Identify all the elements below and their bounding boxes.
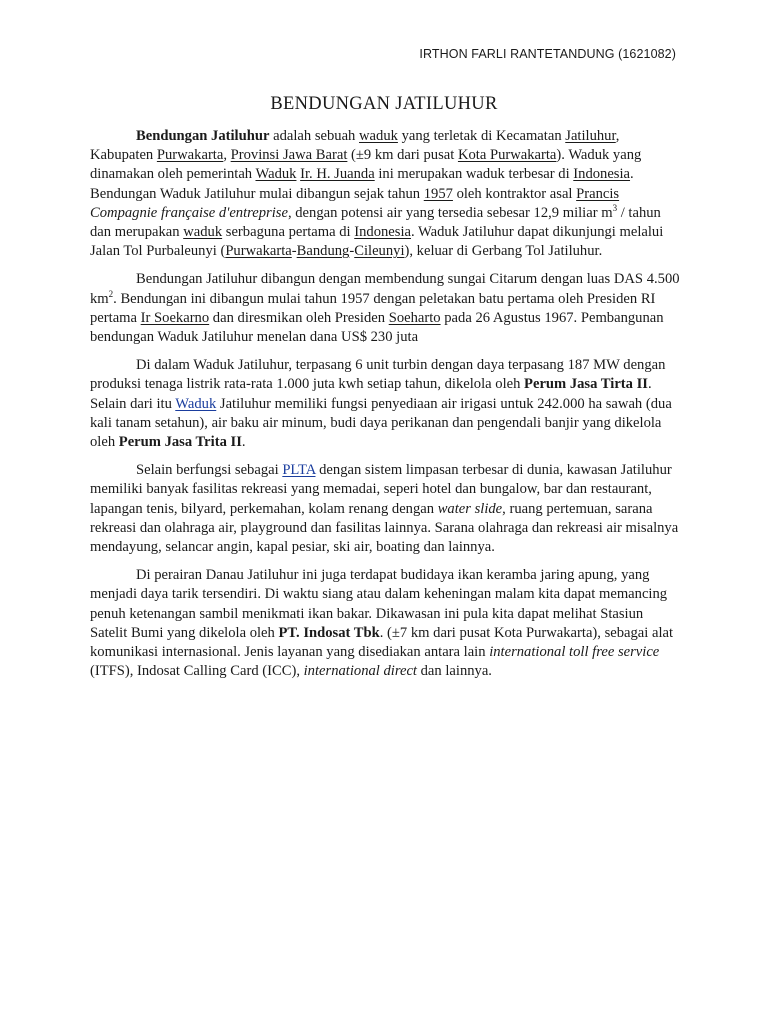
text-run: / tahun dan merupakan: [90, 204, 661, 241]
text-run: . Bendungan Waduk Jatiluhur mulai dibangun sejak tahun: [90, 166, 634, 202]
text-run: , ruang pertemuan, sarana rekreasi dan olahraga air, playground dan fasilitas lainnya. Sarana olahraga dan rekreasi air misalnya mendayung, selancar angin, kapal pesiar, ski air, boating dan lainnya.: [90, 500, 679, 556]
text-run: ,: [223, 147, 231, 164]
link-indonesia-2[interactable]: Indonesia: [354, 224, 411, 241]
text-run: . Selain dari itu: [90, 376, 652, 412]
superscript: 2: [108, 288, 114, 299]
text-run: , dengan potensi air yang tersedia sebesar 12,9 miliar m: [287, 204, 613, 221]
link-waduk-3[interactable]: waduk: [183, 224, 223, 241]
bold-term: PT. Indosat Tbk: [278, 624, 380, 641]
text-run: -: [349, 243, 355, 260]
paragraph-construction: [90, 270, 680, 347]
text-run: Selain berfungsi sebagai: [136, 462, 283, 479]
text-run: ), keluar di Gerbang Tol Jatiluhur.: [404, 243, 603, 260]
text-run: dengan sistem limpasan terbesar di dunia, kawasan Jatiluhur memiliki banyak fasilitas rekreasi yang memadai, seperi hotel dan bungalow, bar dan restaurant, lapangan tenis, bilyard, perkemahan, kolam renang dengan: [90, 462, 672, 517]
text-run: Jatiluhur memiliki fungsi penyediaan air irigasi untuk 242.000 ha sawah (dua kali tanam setahun), air baku air minum, budi daya perikanan dan pengendali banjir yang dikelola oleh: [90, 395, 672, 451]
link-prancis[interactable]: Prancis: [576, 185, 620, 202]
text-run: (±9 km dari pusat: [347, 147, 458, 164]
text-run: . Bendungan ini dibangun mulai tahun 1957 dengan peletakan batu pertama oleh Presiden RI pertama: [90, 290, 656, 326]
link-waduk-2[interactable]: Waduk: [255, 166, 297, 183]
text-run: . (±7 km dari pusat Kota Purwakarta), sebagai alat komunikasi internasional. Jenis layanan yang disediakan antara lain: [90, 624, 674, 661]
link-waduk-4[interactable]: Waduk: [175, 395, 217, 412]
text-run: -: [291, 243, 297, 260]
text-run: ). Waduk yang dinamakan oleh pemerintah: [90, 147, 642, 183]
text-run: dan lainnya.: [416, 663, 492, 680]
paragraph-intro: [90, 127, 680, 261]
paragraph-fishery-satellite: [90, 566, 680, 681]
text-run: .: [241, 434, 246, 451]
italic-term: water slide: [437, 500, 503, 517]
link-indonesia[interactable]: Indonesia: [573, 166, 631, 183]
italic-term: international direct: [303, 663, 417, 680]
text-run: yang terletak di Kecamatan: [397, 128, 566, 144]
text-run: oleh kontraktor asal: [452, 185, 577, 202]
text-run: serbaguna pertama di: [222, 224, 355, 241]
text-run: Bendungan Jatiluhur dibangun dengan membendung sungai Citarum dengan luas DAS 4.500 km: [90, 271, 680, 307]
link-kota-purwakarta[interactable]: Kota Purwakarta: [457, 147, 557, 164]
link-bandung[interactable]: Bandung: [296, 243, 350, 260]
bold-term: Perum Jasa Trita II: [118, 434, 242, 451]
link-ir-soekarno[interactable]: Ir Soekarno: [140, 309, 210, 326]
link-waduk[interactable]: waduk: [359, 128, 398, 144]
document-title: BENDUNGAN JATILUHUR: [270, 94, 498, 114]
link-plta[interactable]: PLTA: [282, 462, 316, 479]
link-ir-h-juanda[interactable]: Ir. H. Juanda: [300, 166, 375, 183]
paragraph-recreation: [90, 461, 680, 557]
author-header: IRTHON FARLI RANTETANDUNG (1621082): [419, 47, 676, 61]
bold-term: Bendungan Jatiluhur: [136, 128, 270, 144]
link-1957[interactable]: 1957: [423, 185, 453, 202]
text-run: Di perairan Danau Jatiluhur ini juga terdapat budidaya ikan keramba jaring apung, yang menjadi daya tarik tersendiri. Di waktu siang atau dalam keheningan malam kita dapat memancing penuh ketenangan sambil menikmati ikan bakar. Dikawasan ini pula kita dapat melihat Stasiun Satelit Bumi yang dikelola oleh: [90, 567, 668, 641]
text-run: adalah sebuah: [269, 128, 359, 144]
text-run: dan diresmikan oleh Presiden: [209, 309, 389, 326]
document-body: [90, 127, 680, 690]
link-purwakarta[interactable]: Purwakarta: [156, 147, 224, 164]
bold-term: Perum Jasa Tirta II: [524, 376, 648, 393]
link-jatiluhur[interactable]: Jatiluhur: [565, 128, 616, 144]
superscript: 3: [612, 202, 618, 213]
link-provinsi-jawa-barat[interactable]: Provinsi Jawa Barat: [230, 147, 348, 164]
text-run: (ITFS), Indosat Calling Card (ICC),: [90, 663, 304, 680]
text-run: , Kabupaten: [90, 128, 620, 164]
italic-term: international toll free service: [489, 644, 660, 661]
text-run: ini merupakan waduk terbesar di: [374, 166, 574, 183]
text-run: . Waduk Jatiluhur dapat dikunjungi melalui Jalan Tol Purbaleunyi (: [90, 224, 664, 260]
text-run: Di dalam Waduk Jatiluhur, terpasang 6 unit turbin dengan daya terpasang 187 MW dengan produksi tenaga listrik rata-rata 1.000 juta kwh setiap tahun, dikelola oleh: [90, 357, 666, 393]
link-purwakarta-2[interactable]: Purwakarta: [225, 243, 292, 260]
link-cileunyi[interactable]: Cileunyi: [354, 243, 405, 260]
link-soeharto[interactable]: Soeharto: [388, 309, 441, 326]
text-run: pada 26 Agustus 1967. Pembangunan bendungan Waduk Jatiluhur menelan dana US$ 230 juta: [90, 309, 664, 346]
paragraph-turbines: [90, 356, 680, 452]
italic-company-name: Compagnie française d'entreprise: [90, 204, 288, 221]
